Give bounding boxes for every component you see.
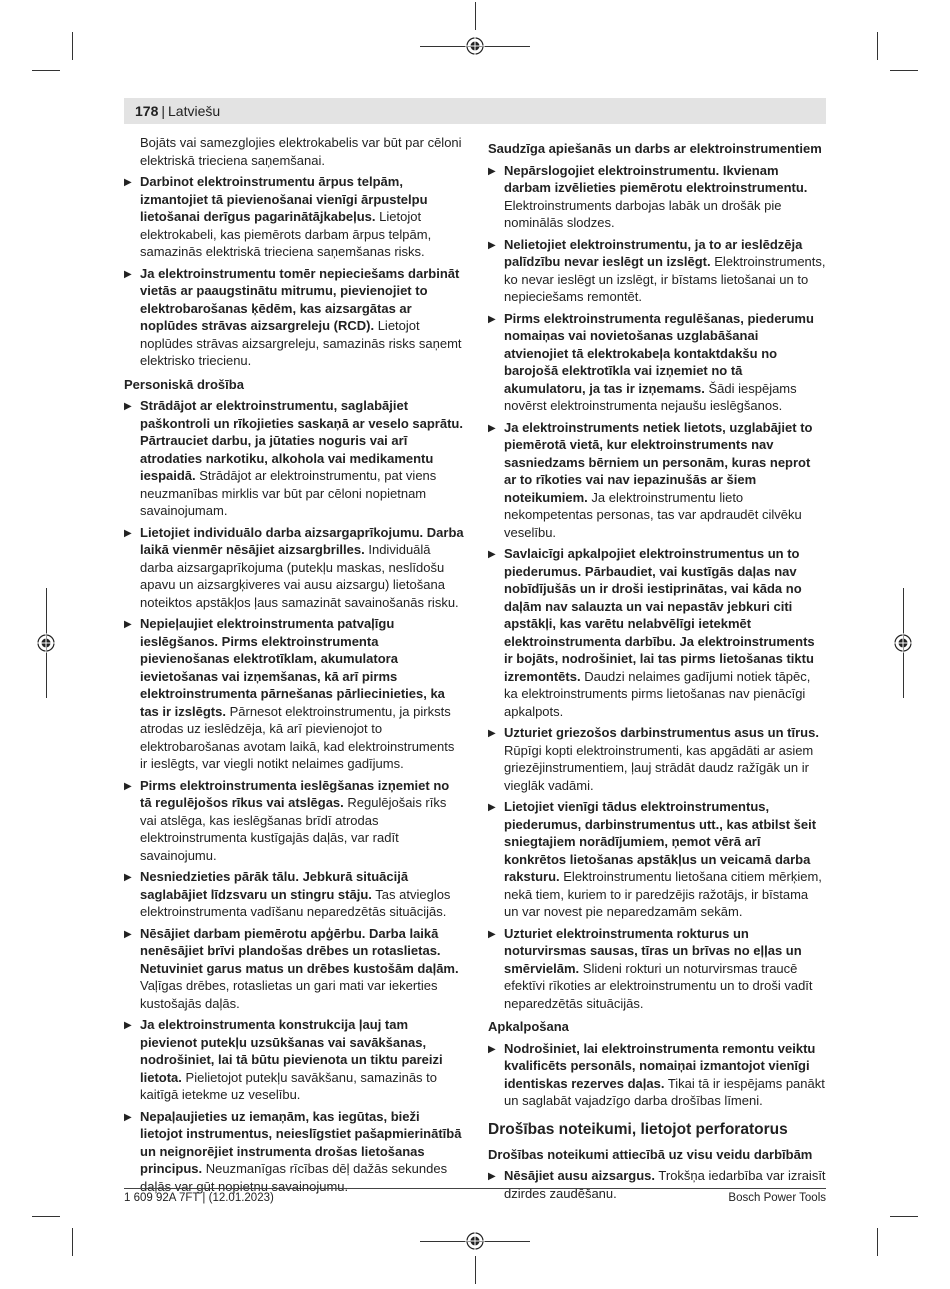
registration-mark-icon xyxy=(465,1231,485,1251)
triangle-right-icon: ▶ xyxy=(124,177,132,188)
crop-mark xyxy=(32,70,60,71)
safety-instruction xyxy=(488,545,826,720)
header-separator: | xyxy=(161,103,165,119)
instruction-bold: Nēsājiet ausu aizsargus. xyxy=(504,1168,656,1183)
triangle-right-icon: ▶ xyxy=(124,1020,132,1031)
instruction-bold: Nesniedzieties pārāk tālu. Jebkurā situācijā saglabājiet līdzsvaru un stingru stāju. xyxy=(140,869,409,902)
paragraph: Bojāts vai samezglojies elektrokabelis var būt par cēloni elektriskā trieciena saņemšanai. xyxy=(140,135,462,168)
triangle-right-icon: ▶ xyxy=(488,313,496,325)
instruction-bold: Pirms elektroinstrumenta regulēšanas, piederumu nomaiņas vai novietošanas uzglabāšanai atvienojiet tā elektrokabeļa kontaktdakšu no barojošā elektrotīkla vai izņemiet no tā akumulatoru, ja tas ir izņemams. xyxy=(504,310,814,396)
triangle-right-icon: ▶ xyxy=(488,239,496,251)
triangle-right-icon: ▶ xyxy=(124,619,132,630)
instruction-text: Strādājot ar elektroinstrumentu, pat viens neuzmanības mirklis var būt par cēloni nopietnam savainojumam. xyxy=(140,468,437,518)
safety-instruction xyxy=(124,925,464,1013)
registration-mark-icon xyxy=(893,633,913,653)
triangle-right-icon: ▶ xyxy=(124,401,132,412)
safety-instruction xyxy=(124,524,464,612)
section-heading: Drošības noteikumi attiecībā uz visu veidu darbībām xyxy=(488,1146,813,1162)
section-heading: Personiskā drošība xyxy=(124,376,244,392)
instruction-text: Regulējošais rīks vai atslēga, kas ieslēgšanas brīdī atrodas elektroinstrumenta kustīgajās daļās, var radīt savainojumu. xyxy=(140,795,447,863)
triangle-right-icon: ▶ xyxy=(488,728,496,739)
safety-instruction xyxy=(124,1016,464,1104)
instruction-text: Elektroinstruments, ko nevar ieslēgt un izslēgt, ir bīstams lietošanai un to nepieciešams remontēt. xyxy=(504,254,826,304)
triangle-right-icon: ▶ xyxy=(124,527,132,539)
instruction-text: Lietojot noplūdes strāvas aizsargreleju, samazinās risks saņemt elektrisko triecienu. xyxy=(140,318,462,368)
triangle-right-icon: ▶ xyxy=(124,268,132,280)
instruction-text: Pielietojot putekļu savākšanu, samazinās to kaitīgā ietekme uz veselību. xyxy=(140,1069,438,1102)
safety-instruction xyxy=(124,868,464,921)
triangle-right-icon: ▶ xyxy=(488,1171,496,1182)
instruction-bold: Nepārslogojiet elektroinstrumentu. Ikvienam darbam izvēlieties piemērotu elektroinstrumentu. xyxy=(504,162,808,195)
safety-instruction xyxy=(124,615,464,773)
triangle-right-icon: ▶ xyxy=(488,549,496,560)
safety-instruction xyxy=(488,925,826,1013)
instruction-bold: Lietojiet individuālo darba aizsargaprīkojumu. Darba laikā vienmēr nēsājiet aizsargbrilles. xyxy=(140,524,464,557)
crop-mark xyxy=(475,2,476,30)
triangle-right-icon: ▶ xyxy=(488,802,496,813)
safety-instruction xyxy=(488,419,826,542)
instruction-text: Tikai tā ir iespējams panākt un saglabāt vajadzīgo darba drošības līmeni. xyxy=(504,1075,825,1108)
left-column xyxy=(124,134,464,1199)
instruction-bold: Nēsājiet darbam piemērotu apģērbu. Darba laikā nenēsājiet brīvi plandošas drēbes un rotaslietas. Netuviniet garus matus un drēbes kustošām daļām. xyxy=(140,925,459,976)
instruction-text: Šādi iespējams novērst elektroinstrumenta nejaušu ieslēgšanos. xyxy=(504,380,797,413)
safety-instruction xyxy=(124,397,464,520)
crop-mark xyxy=(877,32,878,60)
instruction-bold: Pirms elektroinstrumenta ieslēgšanas izņemiet no tā regulējošos rīkus vai atslēgas. xyxy=(140,777,450,810)
language-label: Latviešu xyxy=(168,103,221,119)
crop-mark xyxy=(72,1228,73,1256)
instruction-text: Vaļīgas drēbes, rotaslietas un gari mati var iekerties kustošajās daļās. xyxy=(140,978,438,1011)
instruction-text: Ja elektroinstrumentu lieto nekompetentas personas, tas var apdraudēt cilvēku veselību. xyxy=(504,489,802,540)
safety-instruction xyxy=(488,310,826,415)
instruction-bold: Nepieļaujiet elektroinstrumenta patvaļīgu ieslēgšanos. Pirms elektroinstrumenta pievienošanas elektrotīklam, akumulatora ievietošanas vai izņemšanas, kā arī pirms elektroinstrumenta pārnešanas pārliecinieties, ka tas ir izslēgts. xyxy=(140,616,445,719)
safety-instruction xyxy=(124,173,464,261)
safety-instruction xyxy=(124,777,464,865)
instruction-bold: Nelietojiet elektroinstrumentu, ja to ar ieslēdzēja palīdzību nevar ieslēgt un izslēgt. xyxy=(504,236,803,269)
section-heading: Saudzīga apiešanās un darbs ar elektroinstrumentiem xyxy=(488,141,822,156)
doc-code: 1 609 92A 7FT | (12.01.2023) xyxy=(124,1192,274,1204)
instruction-bold: Lietojiet vienīgi tādus elektroinstrumentus, piederumus, darbinstrumentus utt., kas atbilst šeit sniegtajiem norādījumiem, ņemot vērā arī konkrētos lietošanas apstākļus un veicamā darba raksturu. xyxy=(504,799,817,884)
triangle-right-icon: ▶ xyxy=(488,928,496,940)
brand-name: Bosch Power Tools xyxy=(728,1192,826,1204)
crop-mark xyxy=(32,1216,60,1217)
page-number: 178 xyxy=(135,103,159,119)
instruction-bold: Uzturiet griezošos darbinstrumentus asus un tīrus. xyxy=(504,725,819,740)
safety-instruction xyxy=(124,1108,464,1196)
instruction-bold: Strādājot ar elektroinstrumentu, saglabājiet paškontroli un rīkojieties saskaņā ar veselo saprātu. Pārtrauciet darbu, ja jūtaties noguris vai arī atrodaties narkotiku, alkohola vai medikamentu iespaidā. xyxy=(140,398,463,483)
instruction-text: Individuālā darba aizsargaprīkojuma (putekļu maskas, neslīdošu apavu un aizsargķiveres vai ausu aizsargu) lietošana noteiktos apstākļos ļaus samazināt savainošanās risku. xyxy=(140,542,459,610)
instruction-bold: Nodrošiniet, lai elektroinstrumenta remontu veiktu kvalificēts personāls, nomaiņai izmantojot vienīgi identiskas rezerves daļas. xyxy=(504,1040,816,1091)
instruction-text: Rūpīgi kopti elektroinstrumenti, kas apgādāti ar asiem griezējinstrumentiem, ļauj strādāt daudz ražīgāk un ir vieglāk vadāmi. xyxy=(504,742,814,793)
instruction-bold: Ja elektroinstruments netiek lietots, uzglabājiet to piemērotā vietā, kur elektroinstruments nav sasniedzams bērniem un personām, kuras neprot ar to rīkoties vai nav iepazinušās ar šiem noteikumiem. xyxy=(504,419,813,505)
section-heading: Apkalpošana xyxy=(488,1019,569,1034)
triangle-right-icon: ▶ xyxy=(124,928,132,940)
instruction-bold: Savlaicīgi apkalpojiet elektroinstrumentus un to piederumus. Pārbaudiet, vai kustīgās daļas nav nobīdījušās un ir droši iestiprinātas, vai kāda no daļām nav salauzta un vai nepastāv jebkuri citi apstākļi, kas varētu nelabvēlīgi ietekmēt elektroinstrumenta darbību. Ja elektroinstruments ir bojāts, nodrošiniet, lai tas pirms lietošanas tiktu izremontēts. xyxy=(504,546,815,684)
instruction-text: Pārnesot elektroinstrumentu, ja pirksts atrodas uz ieslēdzēja, kā arī pievienojot to elektrobarošanas avotam laikā, kad elektroinstruments ir ieslēgts, var viegli notikt nelaimes gadījums. xyxy=(140,703,455,771)
triangle-right-icon: ▶ xyxy=(488,1043,496,1055)
safety-instruction xyxy=(488,798,826,921)
registration-mark-icon xyxy=(465,36,485,56)
triangle-right-icon: ▶ xyxy=(488,422,496,434)
instruction-text: Trokšņa iedarbība var izraisīt dzirdes zaudēšanu. xyxy=(504,1168,826,1201)
triangle-right-icon: ▶ xyxy=(124,780,132,792)
triangle-right-icon: ▶ xyxy=(124,1111,132,1123)
instruction-bold: Ja elektroinstrumenta konstrukcija ļauj tam pievienot putekļu uzsūkšanas vai savākšanas, nodrošiniet, lai tā būtu pievienota un tiktu pareizi lietota. xyxy=(140,1017,443,1085)
page-header xyxy=(124,98,826,124)
instruction-text: Lietojot elektrokabeli, kas piemērots darbam ārpus telpām, samazinās elektriskā trieciena saņemšanas risks. xyxy=(140,209,432,259)
registration-mark-icon xyxy=(36,633,56,653)
instruction-text: Daudzi nelaimes gadījumi notiek tāpēc, ka elektroinstruments pirms lietošanas nav pienācīgi apkalpots. xyxy=(504,668,811,719)
instruction-bold: Uzturiet elektroinstrumenta rokturus un noturvirsmas sausas, tīras un brīvas no eļļas un smērvielām. xyxy=(504,925,802,976)
crop-mark xyxy=(890,1216,918,1217)
instruction-text: Elektroinstruments darbojas labāk un drošāk pie nominālās slodzes. xyxy=(504,197,782,230)
triangle-right-icon: ▶ xyxy=(124,872,132,883)
right-column xyxy=(488,134,826,1206)
page-footer xyxy=(124,1188,826,1204)
instruction-text: Tas atvieglos elektroinstrumenta vadīšanu neparedzētās situācijās. xyxy=(140,886,451,919)
instruction-bold: Ja elektroinstrumentu tomēr nepieciešams darbināt vietās ar paaugstinātu mitrumu, pievienojiet to elektrobarošanas ķēdēm, kas aizsargātas ar noplūdes strāvas aizsargreleju (RCD). xyxy=(140,265,460,333)
crop-mark xyxy=(890,70,918,71)
triangle-right-icon: ▶ xyxy=(488,165,496,177)
crop-mark xyxy=(72,32,73,60)
instruction-bold: Darbinot elektroinstrumentu ārpus telpām, izmantojiet tā pievienošanai vienīgi ārpustelpu lietošanai derīgus pagarinātājkabeļus. xyxy=(140,174,428,224)
safety-instruction xyxy=(488,162,826,232)
safety-instruction xyxy=(124,265,464,370)
instruction-text: Elektroinstrumentu lietošana citiem mērķiem, nekā tiem, kuriem to ir paredzējis ražotājs, ir bīstama un var novest pie neparedzamām sekām. xyxy=(504,869,822,919)
section-title: Drošības noteikumi, lietojot perforatorus xyxy=(488,1120,788,1138)
instruction-text: Neuzmanīgas rīcības dēļ dažās sekundes daļās var gūt nopietnu savainojumu. xyxy=(140,1161,448,1194)
safety-instruction xyxy=(488,236,826,306)
safety-instruction xyxy=(488,724,826,794)
safety-instruction xyxy=(488,1040,826,1110)
crop-mark xyxy=(877,1228,878,1256)
instruction-text: Slideni rokturi un noturvirsmas traucē efektīvi rīkoties ar elektroinstrumentu un to droši vadīt neparedzētās situācijās. xyxy=(504,960,813,1011)
instruction-bold: Nepaļaujieties uz iemaņām, kas iegūtas, bieži lietojot instrumentus, neieslīgstiet pašapmierinātībā un neignorējiet instrumenta drošas lietošanas principus. xyxy=(140,1108,462,1176)
crop-mark xyxy=(475,1256,476,1284)
